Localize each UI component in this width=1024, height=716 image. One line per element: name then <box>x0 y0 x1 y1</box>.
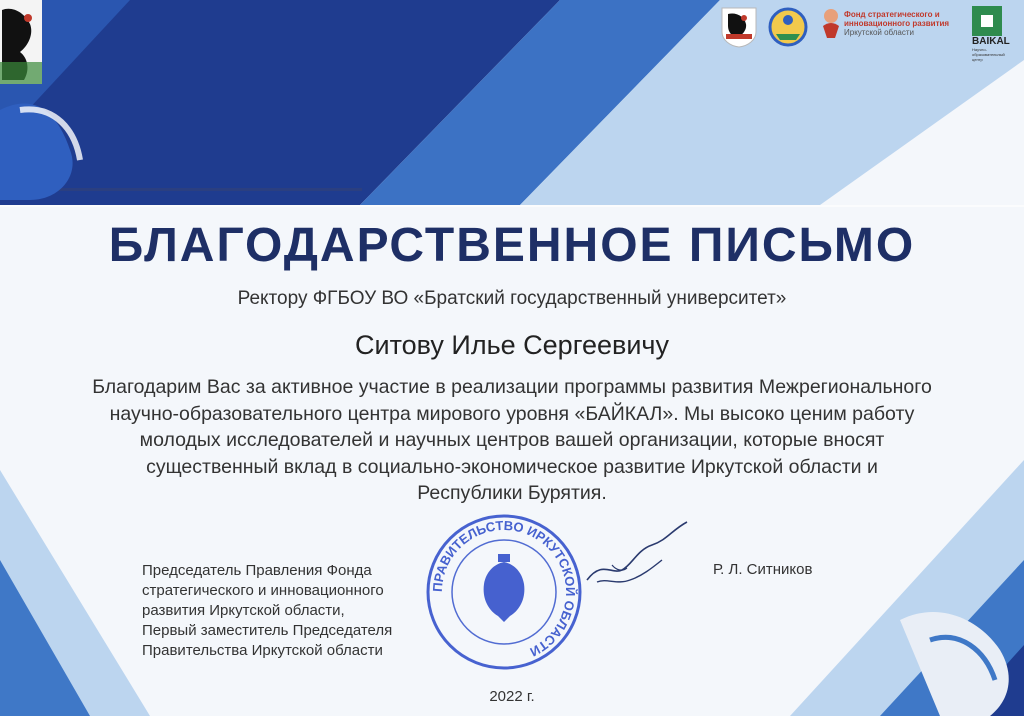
body-line: Республики Бурятия. <box>417 482 607 504</box>
document-year: 2022 г. <box>489 688 535 705</box>
seal-text: ПРАВИТЕЛЬСТВО ИРКУТСКОЙ ОБЛАСТИ <box>429 517 579 660</box>
fund-logo <box>818 6 962 40</box>
body-line: существенный вклад в социально-экономическое развитие Иркутской области и <box>146 455 878 478</box>
body-line: Благодарим Вас за активное участие в реализации программы развития Межрегионального <box>92 376 932 398</box>
baikal-logo-icon <box>972 6 1002 36</box>
buryatia-emblem-icon <box>768 6 808 48</box>
signer-position-line: стратегического и инновационного <box>142 582 384 599</box>
baikal-logo-text: BAIKAL <box>972 36 1010 47</box>
signer-position <box>142 561 432 661</box>
irkutsk-region-emblem-icon <box>720 6 758 48</box>
letter-title: БЛАГОДАРСТВЕННОЕ ПИСЬМО <box>108 219 916 272</box>
recipient-name: Ситову Илье Сергеевичу <box>355 330 669 360</box>
body-line: научно-образовательного центра мирового уровня «БАЙКАЛ». Мы высоко ценим работу <box>109 402 915 425</box>
letter-body <box>52 374 972 507</box>
fund-logo-icon <box>818 6 844 40</box>
official-seal <box>424 512 584 672</box>
signer-position-line: Председатель Правления Фонда <box>142 562 372 579</box>
baikal-logo <box>972 6 1016 62</box>
baikal-logo-sub: Научно-образовательный центр <box>972 47 1005 62</box>
signer-position-line: Первый заместитель Председателя <box>142 622 393 639</box>
fund-region: Иркутской области <box>844 27 915 37</box>
signer-name: Р. Л. Ситников <box>713 561 813 578</box>
fund-name <box>844 10 962 37</box>
signer-position-line: развития Иркутской области, <box>142 602 345 619</box>
body-line: молодых исследователей и научных центров вашей организации, которые вносят <box>139 429 885 451</box>
irkutsk-coat-of-arms-corner <box>0 0 48 96</box>
fund-name-line2: инновационного развития <box>844 18 950 28</box>
signer-position-line: Правительства Иркутской области <box>142 642 383 659</box>
partner-logos <box>720 6 1016 62</box>
handwritten-signature <box>582 520 692 600</box>
fund-name-line1: Фонд стратегического и <box>844 9 940 19</box>
recipient-organization: Ректору ФГБОУ ВО «Братский государственный университет» <box>237 288 787 309</box>
